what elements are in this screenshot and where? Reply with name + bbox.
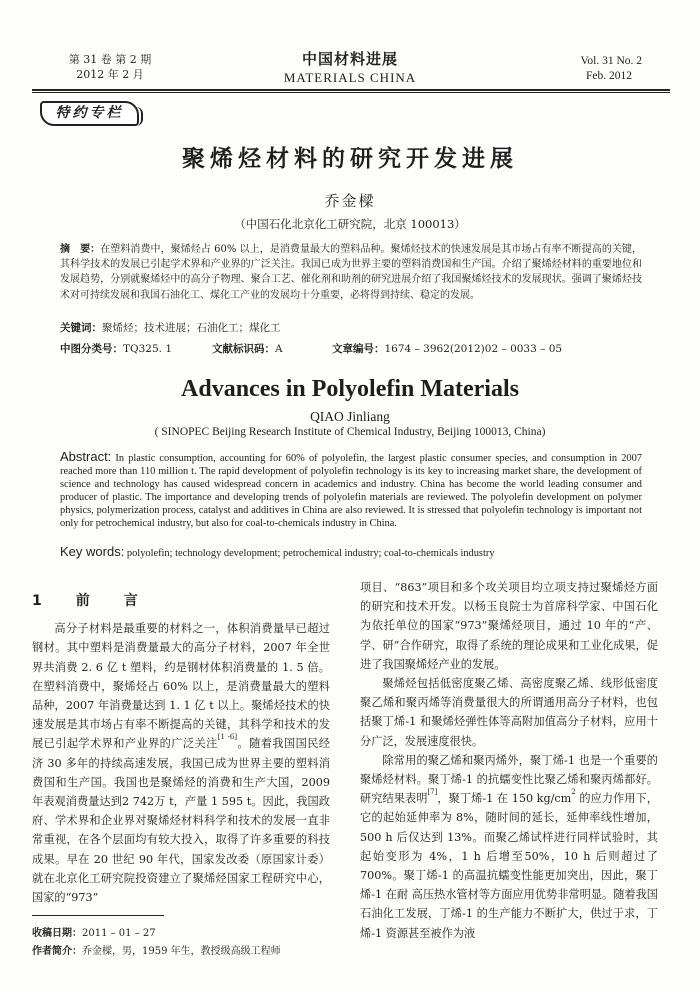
clc-label: 中图分类号：: [60, 343, 123, 355]
date-cn: 2012 年 2 月: [76, 68, 144, 81]
keywords-en: [60, 544, 660, 559]
body-paragraph: 除常用的聚乙烯和聚丙烯外，聚丁烯-1 也是一个重要的聚烯烃材料。聚丁烯-1 的抗蠕变性比聚乙烯和聚丙烯都好。研究结果表明[7]，聚丁烯-1 在 150 $kg/cm^2$ 的应力作用下，它的起始延伸率为 8%，随时间的延长，延伸率线性增加，500 h 后仅达到 13%。而聚乙烯试样进行同样试验时，其起始变形为 4%，1 h 后增至50%，10 h 后则超过了 700%。聚丁烯-1 的高温抗蠕变性能更加突出，因此，聚丁烯-1 在耐 高压热水管材等方面应用优势非常明显。随着我国石油化工发展，丁烯-1 的生产能力不断扩大，供过于求，丁烯-1 资源甚至被作为液: [360, 753, 658, 940]
body-right-column: [360, 578, 658, 943]
header-rule: [32, 89, 670, 91]
header-rule-thin: [32, 92, 670, 93]
footnote-author: [32, 942, 281, 957]
keywords-en-text: polyolefin; technology development; petrochemical industry; coal-to-chemicals industry: [124, 548, 495, 559]
body-left-column: [32, 578, 330, 907]
superscript: 2: [571, 788, 576, 797]
abstract-en-label: Abstract:: [60, 449, 112, 464]
journal-name-cn: 中国材料进展: [301, 50, 398, 68]
article-no-value: 1674 – 3962(2012)02 – 0033 – 05: [384, 343, 563, 355]
body-paragraph: 项目、“863”项目和多个攻关项目均立项支持过聚烯烃方面的研究和技术开发。以杨玉良院士为首席科学家、中国石化为依托单位的国家“973”聚烯烃项目，通过 10 年的“产、学、研”合作研究，取得了系统的理论成果和工业化成果，促进了我国聚烯烃产业的发展。: [360, 581, 658, 671]
classification-line: [60, 341, 660, 356]
doc-code-label: 文献标识码：: [212, 343, 275, 355]
keywords-cn: [60, 320, 642, 335]
running-header-right: [581, 54, 642, 84]
author-bio-label: 作者简介：: [32, 946, 82, 957]
special-column-badge: 特约专栏: [40, 101, 139, 126]
affiliation-en: ( SINOPEC Beijing Research Institute of Chemical Industry, Beijing 100013, China): [154, 426, 546, 438]
doc-code-value: A: [275, 343, 283, 355]
author-bio-value: 乔金樑，男，1959 年生，教授级高级工程师: [82, 946, 281, 957]
keywords-cn-label: 关键词：: [60, 322, 102, 334]
abstract-cn: [60, 242, 642, 303]
keywords-cn-text: 聚烯烃；技术进展；石油化工；煤化工: [102, 322, 281, 334]
date-en: Feb. 2012: [586, 70, 632, 82]
section-heading-introduction: 1 前 言: [32, 593, 148, 609]
journal-name-en: MATERIALS CHINA: [283, 70, 417, 85]
abstract-cn-label: 摘 要：: [60, 244, 101, 255]
clc-value: TQ325. 1: [123, 343, 173, 355]
footnote-rule: [32, 915, 164, 916]
footnote-received: [32, 924, 156, 939]
author-cn: 乔金樑: [324, 192, 376, 210]
body-paragraph: 聚烯烃包括低密度聚乙烯、高密度聚乙烯、线形低密度聚乙烯和聚丙烯等消费量很大的所谓通用高分子材料，也包括聚丁烯-1 和聚烯烃弹性体等高附加值高分子材料，应用十分广泛，发展速度很快。: [360, 677, 658, 748]
article-title-cn: 聚烯烃材料的研究开发进展: [182, 146, 518, 172]
article-no-label: 文章编号：: [332, 343, 385, 355]
abstract-en: [60, 450, 642, 530]
author-en: QIAO Jinliang: [310, 409, 390, 424]
received-value: 2011 – 01 – 27: [82, 928, 156, 939]
citation-ref[interactable]: [1 -6]: [217, 733, 238, 742]
volume-issue-en: Vol. 31 No. 2: [580, 55, 642, 67]
abstract-cn-text: 在塑料消费中，聚烯烃占 60% 以上，是消费量最大的塑料品种。聚烯烃技术的快速发展是其市场占有率不断提高的关键，其科学技术的发展已引起学术界和产业界的广泛关注。我国已成为世界主要的塑料消费国和生产国。介绍了聚烯烃材料的重要地位和发展趋势，分别就聚烯烃中的高分子物理、聚合工艺、催化剂和助剂的研究进展介绍了我国聚烯烃技术的发展现状。强调了聚烯烃技术对可持续发展和我国石油化工、煤化工产业的发展均十分重要，必将得到持续、稳定的发展。: [60, 244, 642, 301]
article-title-en: Advances in Polyolefin Materials: [181, 376, 519, 402]
affiliation-cn: （中国石化北京化工研究院，北京 100013）: [234, 217, 466, 231]
volume-issue-cn: 第 31 卷 第 2 期: [68, 53, 152, 66]
citation-ref[interactable]: [7]: [427, 788, 438, 797]
keywords-en-label: Key words:: [60, 544, 125, 559]
received-label: 收稿日期：: [32, 928, 82, 939]
body-paragraph: 高分子材料是最重要的材料之一，体积消费量早已超过钢材。其中塑料是消费量最大的高分子材料，2007 年全世界共消费 2. 6 亿 t 塑料，约是钢材体积消费量的 1. 5 倍。在塑料消费中，聚烯烃占 60% 以上，是消费量最大的塑料品种，2007 年消费量达到 1. 1 亿 t 以上。聚烯烃技术的快速发展是其市场占有率不断提高的关键，其科学和技术的发展已引起学术界和产业界的广泛关注[1 -6]。随着我国国民经济 30 多年的持续高速发展，我国已成为世界主要的塑料消费国和生产国。我国也是聚烯烃的消费和生产大国，2009 年表观消费量达到2 742万 t，产量 1 595 t。因此，我国政府、学术界和企业界对聚烯烃材料科学和技术的发展一直非常重视，在各个层面均有较大投入，取得了许多重要的科技成果。早在 20 世纪 90 年代，国家发改委（原国家计委）就在北京化工研究院投资建立了聚烯烃国家工程研究中心，国家的“973”: [32, 622, 330, 905]
abstract-en-text: In plastic consumption, accounting for 60% of polyolefin, the largest plastic consumer species, and consumption in 2007 reached more than 110 million t. The rapid development of polyolefin technology is its key to increasing market share, the development of science and technology has caused widespread concern in academics and industry. China has become the world leading consumer and producer of plastic. The importance and developing trends of polyolefin materials are reviewed. The polyolefin development on polymer physics, polymerization process, catalyst and additives in China are also reviewed. It is stressed that polyolefin technology is important not only for petrochemical industry, but also for coal-to-chemicals industry in China.: [60, 453, 642, 529]
